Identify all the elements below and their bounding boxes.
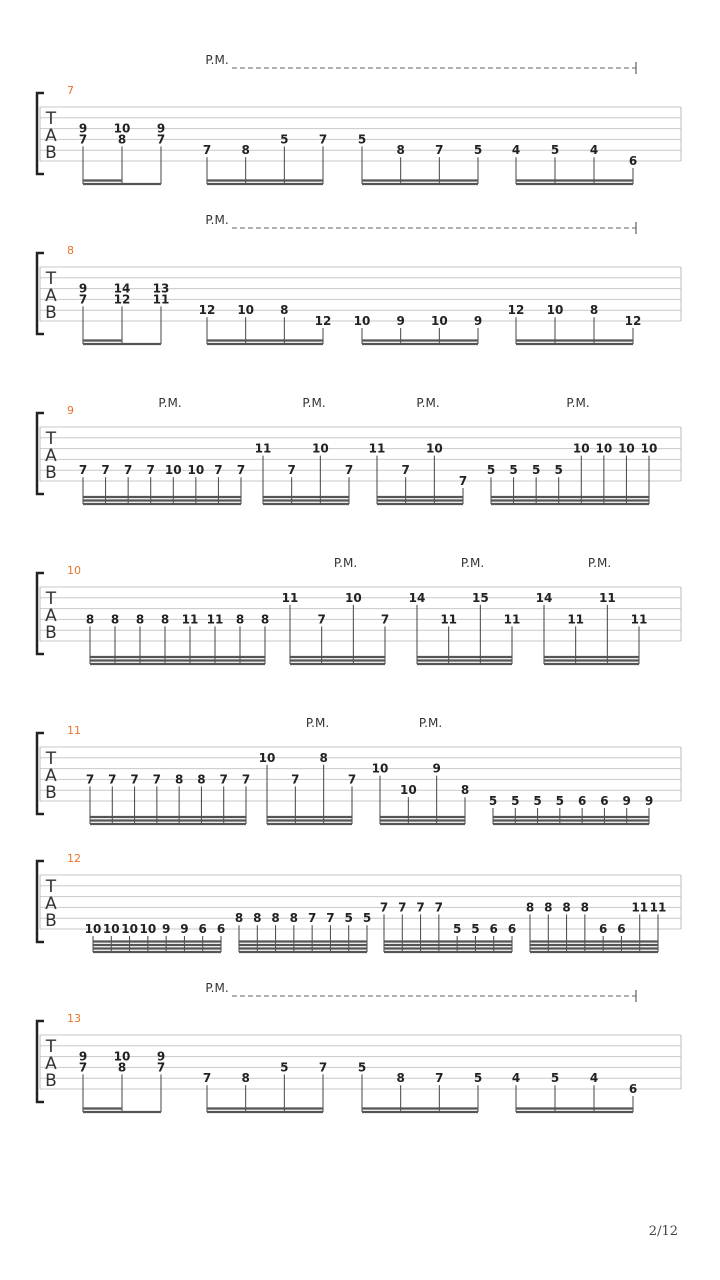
fret-number: 11 bbox=[649, 900, 667, 915]
fret-number: 7 bbox=[146, 463, 155, 478]
tab-clef-letter: T bbox=[45, 429, 57, 449]
fret-number: 7 bbox=[130, 772, 139, 787]
fret-number: 5 bbox=[357, 1060, 367, 1075]
fret-number: 8 bbox=[235, 612, 245, 627]
fret-number: 10 bbox=[572, 441, 590, 456]
beam-group bbox=[199, 303, 332, 344]
measure-number: 9 bbox=[67, 404, 74, 417]
tab-clef-letter: A bbox=[45, 286, 57, 306]
beam-group bbox=[255, 442, 354, 504]
fret-number: 8 bbox=[396, 1071, 405, 1086]
tab-system bbox=[37, 852, 681, 952]
beam-group bbox=[79, 122, 165, 184]
fret-number: 8 bbox=[289, 911, 299, 926]
fret-number: 8 bbox=[253, 911, 262, 926]
fret-number: 7 bbox=[202, 1071, 212, 1086]
tab-clef-letter: B bbox=[45, 623, 57, 643]
fret-number: 5 bbox=[473, 1071, 483, 1086]
tab-system bbox=[37, 53, 681, 184]
measure-number: 10 bbox=[67, 564, 81, 577]
fret-number: 11 bbox=[630, 612, 648, 627]
fret-number: 5 bbox=[280, 132, 289, 147]
fret-number: 7 bbox=[152, 772, 162, 787]
fret-number: 7 bbox=[156, 1060, 166, 1075]
beam-group bbox=[512, 143, 637, 184]
fret-number: 5 bbox=[280, 1060, 289, 1075]
fret-number: 5 bbox=[509, 463, 518, 478]
tab-system bbox=[37, 716, 681, 824]
fret-number: 7 bbox=[379, 900, 389, 915]
beam-group bbox=[536, 591, 648, 664]
fret-number: 10 bbox=[84, 922, 102, 936]
fret-number: 7 bbox=[318, 132, 328, 147]
palm-mute-label: P.M. bbox=[302, 396, 326, 410]
fret-number: 5 bbox=[531, 463, 541, 478]
fret-number: 7 bbox=[78, 132, 88, 147]
fret-number: 7 bbox=[416, 900, 425, 915]
fret-number: 14 bbox=[408, 590, 426, 605]
fret-number: 6 bbox=[628, 154, 638, 168]
palm-mute-label: P.M. bbox=[333, 556, 358, 570]
palm-mute-label: P.M. bbox=[587, 556, 612, 570]
fret-number: 7 bbox=[435, 143, 444, 158]
fret-number: 10 bbox=[113, 121, 131, 136]
fret-number: 8 bbox=[197, 772, 206, 787]
tab-clef-letter: T bbox=[45, 589, 57, 609]
fret-number: 5 bbox=[471, 922, 480, 936]
fret-number: 8 bbox=[271, 911, 280, 926]
fret-number: 5 bbox=[554, 463, 563, 478]
fret-number: 5 bbox=[533, 794, 542, 808]
beam-group bbox=[358, 132, 482, 184]
fret-number: 14 bbox=[113, 281, 131, 296]
fret-number: 6 bbox=[216, 922, 226, 936]
tab-clef-letter: A bbox=[45, 606, 57, 626]
fret-number: 8 bbox=[525, 900, 535, 915]
fret-number: 10 bbox=[425, 441, 443, 456]
fret-number: 10 bbox=[258, 750, 276, 765]
fret-number: 11 bbox=[254, 441, 272, 456]
fret-number: 10 bbox=[595, 441, 613, 456]
fret-number: 8 bbox=[544, 900, 553, 915]
fret-number: 5 bbox=[511, 794, 520, 808]
fret-number: 10 bbox=[353, 314, 371, 328]
tab-clef-letter: B bbox=[45, 303, 57, 323]
tab-system bbox=[37, 213, 681, 344]
fret-number: 9 bbox=[622, 794, 631, 808]
palm-mute-label: P.M. bbox=[418, 716, 443, 730]
fret-number: 4 bbox=[589, 1071, 599, 1086]
fret-number: 7 bbox=[78, 463, 88, 478]
fret-number: 7 bbox=[214, 463, 223, 478]
measure-number: 11 bbox=[67, 724, 81, 737]
beam-group bbox=[409, 591, 521, 664]
fret-number: 11 bbox=[368, 441, 386, 456]
beam-group bbox=[85, 922, 226, 952]
beam-group bbox=[203, 1060, 327, 1112]
tab-clef-letter: A bbox=[45, 126, 57, 146]
fret-number: 8 bbox=[110, 612, 120, 627]
fret-number: 7 bbox=[156, 132, 166, 147]
fret-number: 7 bbox=[108, 772, 117, 787]
palm-mute-label: P.M. bbox=[205, 53, 229, 67]
fret-number: 4 bbox=[589, 143, 599, 158]
tab-clef-letter: B bbox=[45, 143, 57, 163]
fret-number: 9 bbox=[156, 121, 166, 136]
fret-number: 11 bbox=[152, 292, 170, 307]
tab-clef-letter: T bbox=[45, 749, 57, 769]
fret-number: 12 bbox=[624, 314, 642, 328]
fret-number: 6 bbox=[577, 794, 587, 808]
fret-number: 10 bbox=[546, 303, 564, 318]
fret-number: 12 bbox=[198, 303, 216, 318]
fret-number: 11 bbox=[503, 612, 521, 627]
fret-number: 10 bbox=[102, 922, 120, 936]
tab-clef-letter: A bbox=[45, 766, 57, 786]
fret-number: 4 bbox=[511, 143, 521, 158]
tab-clef-letter: T bbox=[45, 1037, 57, 1057]
beam-group bbox=[86, 772, 250, 824]
tab-clef-letter: B bbox=[45, 1071, 57, 1091]
fret-number: 8 bbox=[396, 143, 405, 158]
fret-number: 5 bbox=[473, 143, 483, 158]
fret-number: 5 bbox=[550, 1071, 560, 1086]
fret-number: 8 bbox=[117, 1060, 127, 1075]
fret-number: 5 bbox=[362, 911, 372, 926]
fret-number: 8 bbox=[460, 783, 470, 798]
fret-number: 7 bbox=[307, 911, 317, 926]
fret-number: 8 bbox=[580, 900, 590, 915]
fret-number: 7 bbox=[401, 463, 410, 478]
beam-group bbox=[235, 911, 371, 952]
fret-number: 8 bbox=[135, 612, 145, 627]
fret-number: 7 bbox=[347, 772, 357, 787]
fret-number: 11 bbox=[206, 612, 224, 627]
fret-number: 7 bbox=[202, 143, 212, 158]
fret-number: 7 bbox=[78, 292, 88, 307]
fret-number: 10 bbox=[399, 783, 417, 798]
fret-number: 6 bbox=[598, 922, 608, 936]
fret-number: 8 bbox=[280, 303, 289, 318]
fret-number: 6 bbox=[600, 794, 609, 808]
beam-group bbox=[86, 612, 269, 664]
palm-mute-label: P.M. bbox=[205, 213, 229, 227]
fret-number: 8 bbox=[319, 750, 328, 765]
fret-number: 6 bbox=[198, 922, 207, 936]
fret-number: 7 bbox=[78, 1060, 88, 1075]
fret-number: 4 bbox=[511, 1071, 521, 1086]
palm-mute-label: P.M. bbox=[416, 396, 440, 410]
beam-group bbox=[354, 314, 483, 344]
fret-number: 9 bbox=[644, 794, 654, 808]
fret-number: 5 bbox=[555, 794, 565, 808]
tab-clef-letter: T bbox=[45, 269, 57, 289]
fret-number: 9 bbox=[156, 1049, 166, 1064]
fret-number: 5 bbox=[486, 463, 496, 478]
fret-number: 7 bbox=[458, 474, 468, 488]
fret-number: 7 bbox=[219, 772, 228, 787]
fret-number: 11 bbox=[631, 900, 649, 915]
tab-clef-letter: A bbox=[45, 894, 57, 914]
fret-number: 10 bbox=[311, 441, 329, 456]
fret-number: 12 bbox=[314, 314, 332, 328]
page-number: 2/12 bbox=[648, 1224, 678, 1239]
tab-system bbox=[37, 396, 681, 504]
fret-number: 9 bbox=[78, 281, 88, 296]
measure-number: 8 bbox=[67, 244, 74, 257]
fret-number: 6 bbox=[628, 1082, 638, 1096]
beam-group bbox=[358, 1060, 482, 1112]
systems-layer bbox=[37, 53, 681, 1112]
beam-group bbox=[380, 900, 516, 952]
fret-number: 5 bbox=[357, 132, 367, 147]
fret-number: 9 bbox=[78, 121, 88, 136]
fret-number: 12 bbox=[113, 292, 131, 307]
fret-number: 8 bbox=[241, 143, 250, 158]
fret-number: 7 bbox=[380, 612, 390, 627]
beam-group bbox=[512, 1071, 637, 1112]
fret-number: 7 bbox=[287, 463, 296, 478]
fret-number: 8 bbox=[589, 303, 599, 318]
fret-number: 9 bbox=[473, 314, 483, 328]
measure-number: 12 bbox=[67, 852, 81, 865]
fret-number: 7 bbox=[101, 463, 110, 478]
palm-mute-label: P.M. bbox=[158, 396, 182, 410]
palm-mute-label: P.M. bbox=[460, 556, 485, 570]
fret-number: 7 bbox=[435, 1071, 444, 1086]
palm-mute-label: P.M. bbox=[305, 716, 330, 730]
fret-number: 12 bbox=[507, 303, 525, 318]
fret-number: 15 bbox=[471, 590, 489, 605]
tab-clef-letter: B bbox=[45, 463, 57, 483]
tab-system bbox=[37, 981, 681, 1112]
fret-number: 9 bbox=[180, 922, 189, 936]
fret-number: 11 bbox=[281, 590, 299, 605]
beam-group bbox=[489, 794, 653, 824]
fret-number: 11 bbox=[598, 590, 616, 605]
fret-number: 7 bbox=[291, 772, 300, 787]
tab-clef-letter: A bbox=[45, 1054, 57, 1074]
fret-number: 7 bbox=[241, 772, 251, 787]
fret-number: 10 bbox=[187, 463, 205, 478]
fret-number: 10 bbox=[237, 303, 255, 318]
fret-number: 6 bbox=[507, 922, 517, 936]
fret-number: 7 bbox=[317, 612, 326, 627]
beam-group bbox=[79, 463, 245, 504]
fret-number: 8 bbox=[160, 612, 170, 627]
fret-number: 5 bbox=[344, 911, 353, 926]
fret-number: 7 bbox=[344, 463, 354, 478]
fret-number: 9 bbox=[432, 761, 441, 776]
fret-number: 11 bbox=[567, 612, 585, 627]
fret-number: 10 bbox=[371, 761, 389, 776]
tab-system bbox=[37, 556, 681, 664]
fret-number: 6 bbox=[617, 922, 626, 936]
fret-number: 13 bbox=[152, 281, 170, 296]
beam-group bbox=[282, 591, 390, 664]
beam-group bbox=[203, 132, 327, 184]
fret-number: 14 bbox=[535, 590, 553, 605]
fret-number: 8 bbox=[174, 772, 184, 787]
fret-number: 9 bbox=[161, 922, 171, 936]
fret-number: 7 bbox=[123, 463, 133, 478]
palm-mute-label: P.M. bbox=[566, 396, 590, 410]
fret-number: 10 bbox=[344, 590, 362, 605]
fret-number: 8 bbox=[241, 1071, 250, 1086]
beam-group bbox=[79, 282, 170, 344]
fret-number: 7 bbox=[236, 463, 246, 478]
fret-number: 7 bbox=[398, 900, 407, 915]
fret-number: 7 bbox=[85, 772, 95, 787]
beam-group bbox=[372, 762, 470, 824]
fret-number: 10 bbox=[640, 441, 658, 456]
fret-number: 8 bbox=[117, 132, 127, 147]
tab-clef-letter: B bbox=[45, 911, 57, 931]
fret-number: 9 bbox=[78, 1049, 88, 1064]
fret-number: 10 bbox=[164, 463, 182, 478]
tab-clef-letter: T bbox=[45, 109, 57, 129]
tab-clef-letter: B bbox=[45, 783, 57, 803]
beam-group bbox=[526, 900, 667, 952]
fret-number: 11 bbox=[181, 612, 199, 627]
beam-group bbox=[79, 1050, 165, 1112]
measure-number: 13 bbox=[67, 1012, 81, 1025]
fret-number: 10 bbox=[139, 922, 157, 936]
fret-number: 5 bbox=[452, 922, 462, 936]
fret-number: 10 bbox=[121, 922, 138, 936]
fret-number: 7 bbox=[434, 900, 444, 915]
measure-number: 7 bbox=[67, 84, 74, 97]
fret-number: 5 bbox=[550, 143, 560, 158]
palm-mute-label: P.M. bbox=[205, 981, 229, 995]
fret-number: 8 bbox=[260, 612, 270, 627]
fret-number: 10 bbox=[113, 1049, 131, 1064]
beam-group bbox=[508, 303, 642, 344]
fret-number: 8 bbox=[562, 900, 571, 915]
tab-clef-letter: T bbox=[45, 877, 57, 897]
beam-group bbox=[487, 442, 658, 504]
fret-number: 7 bbox=[318, 1060, 328, 1075]
fret-number: 6 bbox=[489, 922, 498, 936]
beam-group bbox=[369, 442, 468, 504]
fret-number: 8 bbox=[234, 911, 244, 926]
fret-number: 10 bbox=[618, 441, 635, 456]
fret-number: 10 bbox=[430, 314, 448, 328]
fret-number: 11 bbox=[440, 612, 458, 627]
fret-number: 5 bbox=[488, 794, 498, 808]
fret-number: 9 bbox=[396, 314, 405, 328]
beam-group bbox=[259, 751, 357, 824]
tab-clef-letter: A bbox=[45, 446, 57, 466]
fret-number: 7 bbox=[326, 911, 335, 926]
fret-number: 8 bbox=[85, 612, 95, 627]
